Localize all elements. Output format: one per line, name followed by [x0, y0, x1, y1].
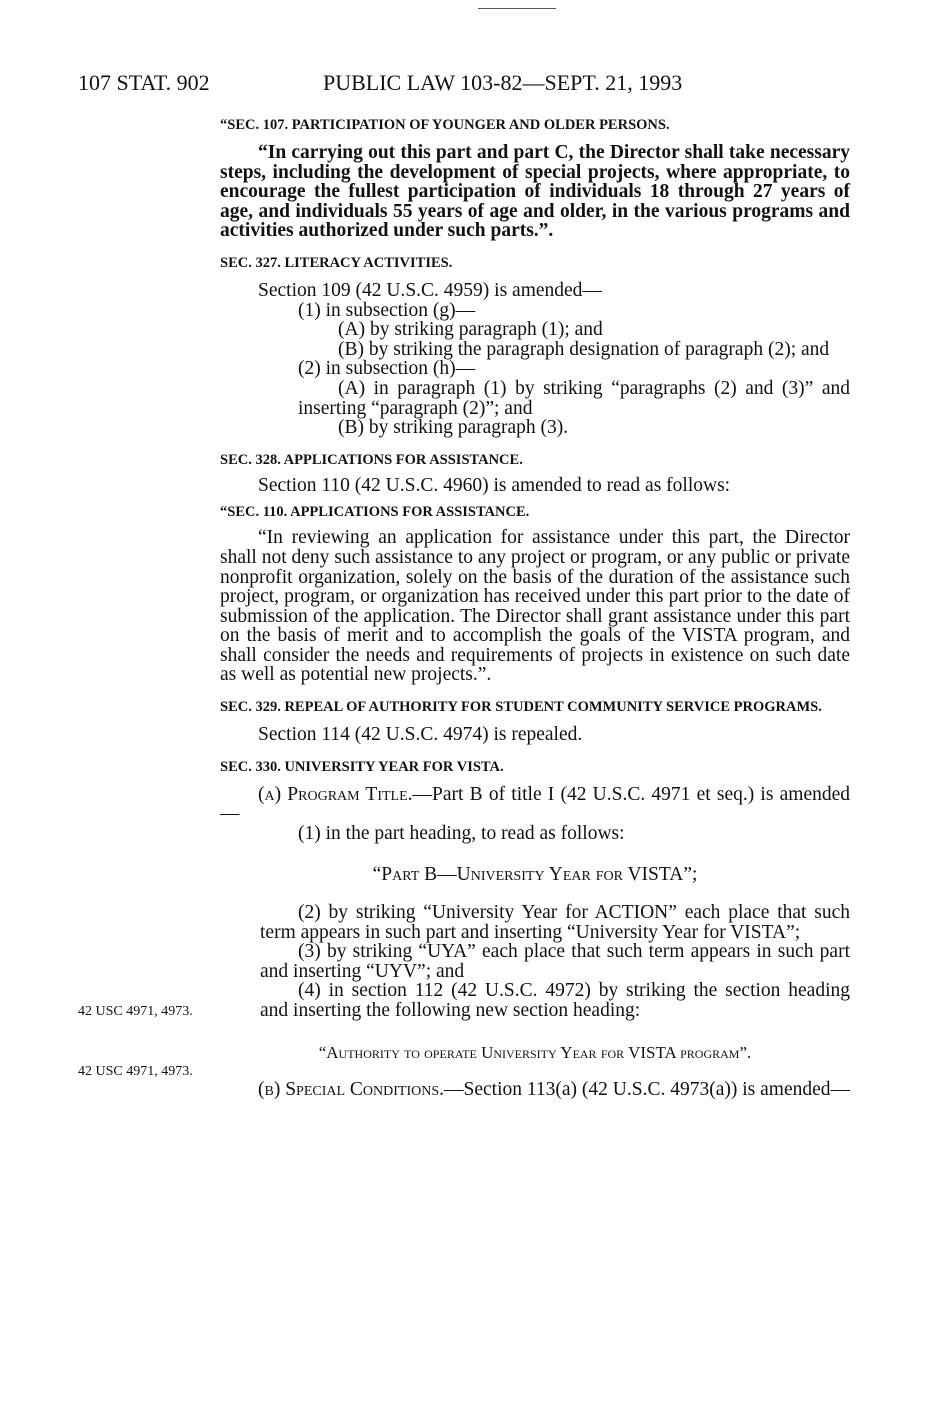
sec-327-heading: SEC. 327. LITERACY ACTIVITIES. — [220, 254, 453, 271]
sec-330-a2: (2) by striking “University Year for ACTION” each place that such term appears in such part and inserting “University Year for VISTA”; — [260, 902, 850, 943]
sec-327-item: (A) in paragraph (1) by striking “paragraphs (2) and (3)” and inserting “paragraph (2)”; and — [298, 377, 850, 419]
sec-107-text: “In carrying out this part and part C, the Director shall take necessary steps, including the development of special projects, where appropriate, to encourage the fullest participation of individuals 18 through 27 years of age, and individuals 55 years of age and older, in the various programs and activities authorized under such parts.”. — [220, 142, 850, 242]
sec-107-heading: “SEC. 107. PARTICIPATION OF YOUNGER AND OLDER PERSONS. — [220, 117, 670, 133]
margin-note-2: 42 USC 4971, 4973. — [78, 1064, 193, 1079]
sec-330-a1: (1) in the part heading, to read as follows: — [298, 822, 625, 844]
sec-330-b-label: (b) Special Conditions. — [258, 1079, 445, 1101]
margin-note-1: 42 USC 4971, 4973. — [78, 1004, 193, 1019]
sec-329-heading: SEC. 329. REPEAL OF AUTHORITY FOR STUDENT COMMUNITY SERVICE PROGRAMS. — [220, 699, 822, 716]
sec-327-intro: Section 109 (42 U.S.C. 4959) is amended— — [258, 279, 602, 301]
sec-330-a4: (4) in section 112 (42 U.S.C. 4972) by striking the section heading and inserting the following new section heading: — [260, 980, 850, 1021]
public-law-title: PUBLIC LAW 103-82—SEPT. 21, 1993 — [323, 70, 683, 95]
sec-328-intro: Section 110 (42 U.S.C. 4960) is amended to read as follows: — [258, 474, 731, 496]
sec-330-b-text: —Section 113(a) (42 U.S.C. 4973(a)) is amended— — [444, 1079, 851, 1101]
new-section-heading: “Authority to operate University Year for VISTA program”. — [318, 1042, 752, 1062]
sec-330-a3: (3) by striking “UYA” each place that such term appears in such part and inserting “UYV”; and — [260, 941, 850, 982]
sec-327-item: (1) in subsection (g)— — [298, 299, 476, 321]
part-b-heading: “Part B—University Year for VISTA”; — [372, 864, 698, 886]
sec-330-a — [220, 785, 850, 824]
sec-327-item: (B) by striking the paragraph designation of paragraph (2); and — [338, 338, 830, 360]
sec-330-b — [220, 1080, 850, 1100]
sec-327-item: (2) in subsection (h)— — [298, 358, 476, 380]
sec-327-item: (A) by striking paragraph (1); and — [338, 319, 603, 341]
sec-110-text: “In reviewing an application for assistance under this part, the Director shall not deny such assistance to any project or program, or any public or private nonprofit organization, solely on the basis of the duration of the assistance such project, program, or organization has received under this part prior to the date of submission of the application. The Director shall grant assistance under this part on the basis of merit and to accomplish the goals of the VISTA program, and shall consider the needs and requirements of projects in existence on such date as well as potential new projects.”. — [220, 527, 850, 686]
sec-328-heading: SEC. 328. APPLICATIONS FOR ASSISTANCE. — [220, 451, 523, 468]
page-header — [78, 70, 798, 100]
document-body — [220, 117, 850, 1100]
sec-327-item: (B) by striking paragraph (3). — [338, 417, 569, 439]
sec-330-a-label: (a) Program Title. — [258, 783, 413, 805]
sec-330-a-text: —Part B of title I (42 U.S.C. 4971 et seq.) is amended— — [220, 783, 851, 825]
sec-330-heading: SEC. 330. UNIVERSITY YEAR FOR VISTA. — [220, 758, 504, 775]
top-rule — [478, 8, 556, 9]
sec-329-text: Section 114 (42 U.S.C. 4974) is repealed. — [258, 724, 583, 746]
statute-page-number: 107 STAT. 902 — [78, 70, 210, 95]
sec-110-heading: “SEC. 110. APPLICATIONS FOR ASSISTANCE. — [220, 504, 530, 521]
